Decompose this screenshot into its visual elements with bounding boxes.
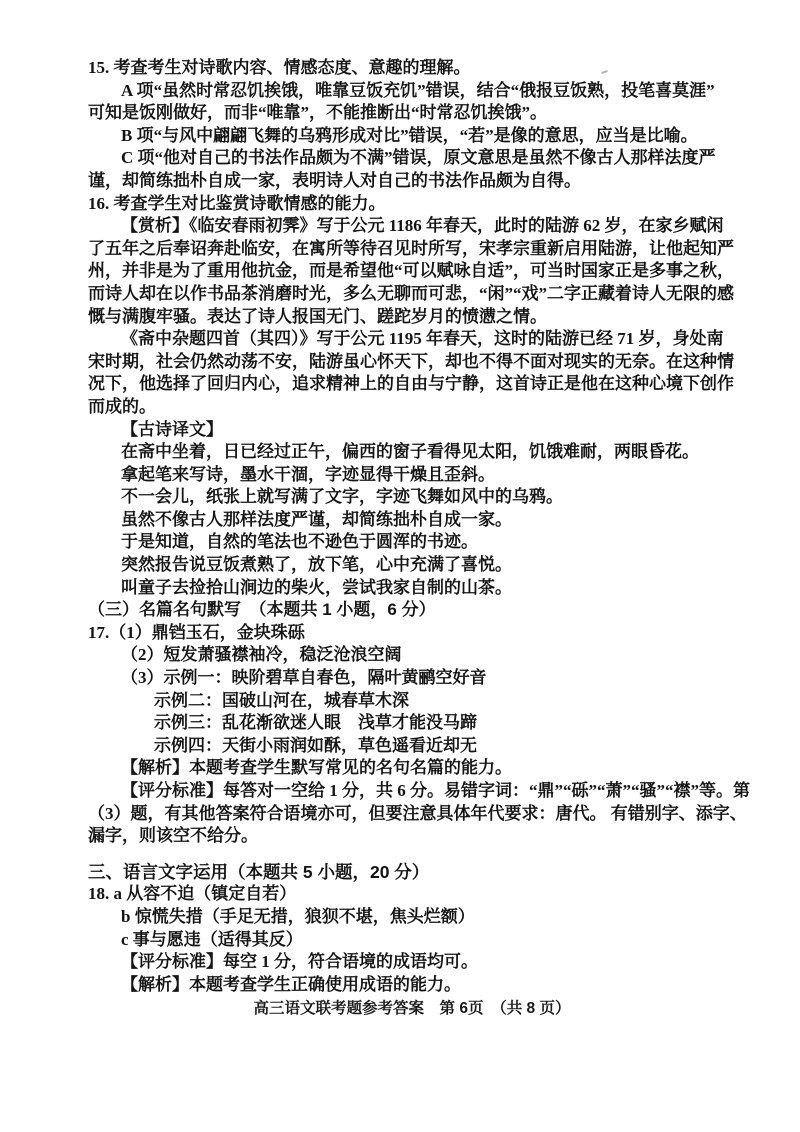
page-footer: 高三语文联考题参考答案 第 6页 （共 8 页） xyxy=(253,1000,571,1017)
text-line: 示例二：国破山河在，城春草木深 xyxy=(154,690,409,710)
text-line: 况下，他选择了回归内心，追求精神上的自由与宁静，这首诗正是他在这种心境下创作 xyxy=(88,374,734,394)
text-line: A 项“虽然时常忍饥挨饿，唯靠豆饭充饥”错误，结合“俄报豆饭熟，投笔喜莫涯” xyxy=(121,80,715,100)
text-line: （2）短发萧骚襟袖冷，稳泛沧浪空阔 xyxy=(121,645,402,665)
text-line: 16. 考查学生对比鉴赏诗歌情感的能力。 xyxy=(88,193,386,213)
text-line: （3）示例一：映阶碧草自春色，隔叶黄鹂空好音 xyxy=(121,668,487,688)
text-line: 不一会儿，纸张上就写满了文字，字迹飞舞如风中的乌鸦。 xyxy=(121,487,563,507)
text-line: 慨与满腹牢骚。表达了诗人报国无门、蹉跎岁月的愤懑之情。 xyxy=(88,306,547,326)
text-line: 宋时期，社会仍然动荡不安，陆游虽心怀天下，却也不得不面对现实的无奈。在这种情 xyxy=(88,351,734,371)
text-line: 叫童子去捡拾山涧边的柴火，尝试我家自制的山茶。 xyxy=(121,577,512,597)
text-line: 突然报告说豆饭煮熟了，放下笔，心中充满了喜悦。 xyxy=(121,555,512,575)
text-line: 在斋中坐着，日已经过正午，偏西的窗子看得见太阳，饥饿难耐，两眼昏花。 xyxy=(121,442,699,462)
text-line: 于是知道，自然的笔法也不逊色于圆浑的书迹。 xyxy=(121,532,478,552)
text-line: 而诗人却在以作书品茶消磨时光，多么无聊而可悲，“闲”“戏”二字正藏着诗人无限的感 xyxy=(88,283,734,303)
text-line: （三）名篇名句默写 （本题共 1 小题，6 分） xyxy=(88,600,436,620)
text-line: 《斋中杂题四首（其四）》写于公元 1195 年春天，这时的陆游已经 71 岁，身处南 xyxy=(121,329,724,349)
text-line: 示例四：天街小雨润如酥，草色遥看近却无 xyxy=(154,735,477,755)
page-content xyxy=(88,57,750,996)
text-line: 了五年之后奉诏奔赴临安，在寓所等待召见时所写，宋孝宗重新启用陆游，让他起知严 xyxy=(88,238,734,258)
text-line: 而成的。 xyxy=(88,396,156,416)
text-line: 州，并非是为了重用他抗金，而是希望他“可以赋咏自适”，可当时国家正是多事之秋， xyxy=(88,261,734,281)
text-line: 三、语言文字运用（本题共 5 小题，20 分） xyxy=(88,861,430,882)
text-line: 示例三：乱花渐欲迷人眼 浅草才能没马蹄 xyxy=(154,713,477,733)
text-line: 【赏析】《临安春雨初霁》写于公元 1186 年春天，此时的陆游 62 岁，在家乡赋闲 xyxy=(121,216,724,236)
text-line: C 项“他对自己的书法作品颇为不满”错误，原文意思是虽然不像古人那样法度严 xyxy=(121,148,716,168)
text-line: 漏字，则该空不给分。 xyxy=(88,826,258,846)
text-line: 【评分标准】每答对一空给 1 分，共 6 分。易错字词：“鼎”“砾”“萧”“骚”“襟”等。第 xyxy=(121,781,750,800)
text-line: 谨，却简练拙朴自成一家，表明诗人对自己的书法作品颇为自得。 xyxy=(88,170,581,190)
text-line: （3）题，有其他答案符合语境亦可，但要注意具体年代要求：唐代。 有错别字、添字、 xyxy=(88,803,747,823)
text-line: 【评分标准】每空 1 分，符合语境的成语均可。 xyxy=(121,952,478,972)
text-line: 17.（1）鼎铛玉石，金块珠砾 xyxy=(88,622,305,642)
text-line: 18. a 从容不迫（镇定自若） xyxy=(88,884,297,904)
text-line: b 惊慌失措（手足无措，狼狈不堪，焦头烂额） xyxy=(121,906,475,926)
text-line: 虽然不像古人那样法度严谨，却简练拙朴自成一家。 xyxy=(121,509,512,529)
text-line: 可知是饭刚做好，而非“唯靠”，不能推断出“时常忍饥挨饿”。 xyxy=(88,103,547,123)
text-line: 15. 考查考生对诗歌内容、情感态度、意趣的理解。 xyxy=(88,58,471,77)
text-line: c 事与愿违（适得其反） xyxy=(121,929,303,949)
text-line: 【解析】本题考查学生正确使用成语的能力。 xyxy=(121,974,461,994)
text-line: 【解析】本题考查学生默写常见的名句名篇的能力。 xyxy=(121,758,512,778)
text-line: 拿起笔来写诗，墨水干涸，字迹显得干燥且歪斜。 xyxy=(121,464,495,484)
text-line: 【古诗译文】 xyxy=(121,419,223,439)
text-line: B 项“与风中翩翩飞舞的乌鸦形成对比”错误，“若”是像的意思，应当是比喻。 xyxy=(121,125,698,145)
